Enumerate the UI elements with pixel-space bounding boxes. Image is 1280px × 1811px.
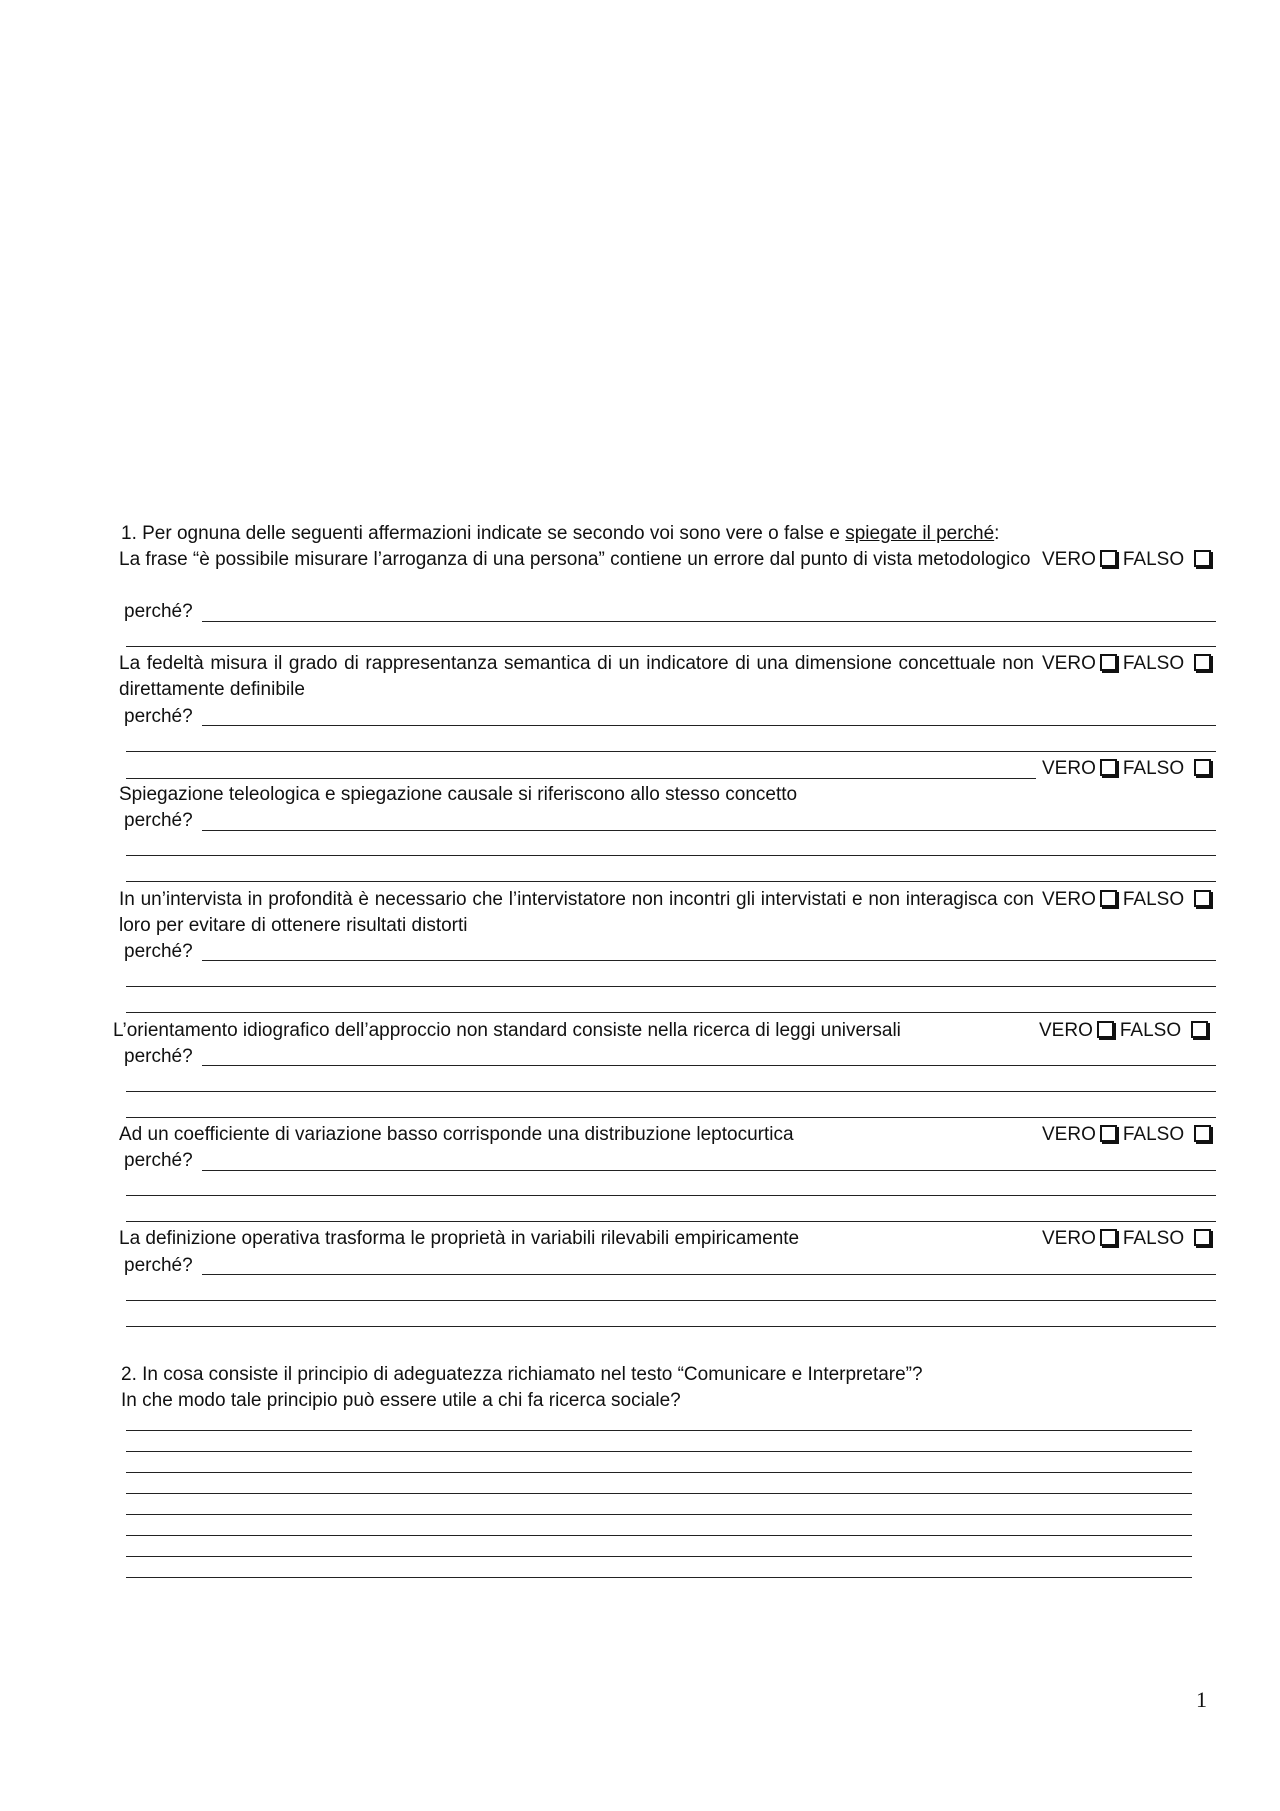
perche-label-6: perché? [124, 1150, 193, 1171]
perche-label-7: perché? [124, 1255, 193, 1276]
answer-line[interactable] [126, 778, 1036, 779]
answer-line[interactable] [202, 1170, 1216, 1171]
falso-checkbox-7[interactable] [1194, 1229, 1211, 1246]
vero-checkbox-4[interactable] [1100, 890, 1117, 907]
answer-line[interactable] [126, 1221, 1216, 1222]
answer-line[interactable] [126, 1326, 1216, 1327]
vero-falso-6: VERO FALSO [1042, 1122, 1217, 1148]
answer-line[interactable] [126, 1535, 1192, 1536]
statement-7: La definizione operativa trasforma le proprietà in variabili rilevabili empiricamente [119, 1228, 800, 1249]
perche-label-1: perché? [124, 601, 193, 622]
perche-label-5: perché? [124, 1046, 193, 1067]
vero-falso-2: VERO FALSO [1042, 651, 1217, 677]
vero-checkbox-3[interactable] [1100, 759, 1117, 776]
statement-3: Spiegazione teleologica e spiegazione causale si riferiscono allo stesso concetto [119, 784, 798, 805]
answer-line[interactable] [126, 881, 1216, 882]
falso-checkbox-1[interactable] [1194, 550, 1211, 567]
answer-line[interactable] [126, 646, 1216, 647]
answer-line[interactable] [202, 830, 1216, 831]
statement-5: L’orientamento idiografico dell’approccio non standard consiste nella ricerca di leggi universali [113, 1020, 901, 1041]
answer-line[interactable] [126, 1195, 1216, 1196]
answer-line[interactable] [126, 751, 1216, 752]
q1-intro: 1. Per ognuna delle seguenti affermazioni indicate se secondo voi sono vere o false e spiegate il perché: [121, 523, 1000, 544]
vero-checkbox-1[interactable] [1100, 550, 1117, 567]
vero-checkbox-2[interactable] [1100, 654, 1117, 671]
statement-6: Ad un coefficiente di variazione basso corrisponde una distribuzione leptocurtica [119, 1124, 794, 1145]
answer-line[interactable] [202, 1274, 1216, 1275]
answer-line[interactable] [126, 1556, 1192, 1557]
vero-falso-3: VERO FALSO [1042, 756, 1217, 782]
falso-checkbox-5[interactable] [1191, 1021, 1208, 1038]
answer-line[interactable] [126, 1117, 1216, 1118]
answer-line[interactable] [126, 1493, 1192, 1494]
answer-line[interactable] [126, 1091, 1216, 1092]
answer-line[interactable] [126, 1472, 1192, 1473]
vero-falso-1: VERO FALSO [1042, 547, 1217, 573]
answer-line[interactable] [126, 986, 1216, 987]
q1-intro-underlined: spiegate il perché [845, 523, 995, 544]
answer-line[interactable] [202, 621, 1216, 622]
statement-2: La fedeltà misura il grado di rappresentanza semantica di un indicatore di una dimensione concettuale non direttamente definibile [119, 653, 1034, 700]
vero-checkbox-5[interactable] [1097, 1021, 1114, 1038]
q2-line-1: 2. In cosa consiste il principio di adeguatezza richiamato nel testo “Comunicare e Interpretare”? [121, 1364, 923, 1385]
answer-line[interactable] [126, 1300, 1216, 1301]
statement-4: In un’intervista in profondità è necessario che l’intervistatore non incontri gli intervistati e non interagisca con loro per evitare di ottenere risultati distorti [119, 889, 1034, 936]
falso-checkbox-3[interactable] [1194, 759, 1211, 776]
answer-line[interactable] [126, 1577, 1192, 1578]
perche-label-3: perché? [124, 810, 193, 831]
answer-line[interactable] [126, 1451, 1192, 1452]
answer-line[interactable] [202, 960, 1216, 961]
perche-label-4: perché? [124, 941, 193, 962]
answer-line[interactable] [202, 725, 1216, 726]
answer-line[interactable] [126, 1430, 1192, 1431]
vero-checkbox-6[interactable] [1100, 1125, 1117, 1142]
vero-falso-4: VERO FALSO [1042, 887, 1217, 913]
vero-falso-5: VERO FALSO [1039, 1018, 1214, 1044]
vero-falso-7: VERO FALSO [1042, 1226, 1217, 1252]
answer-line[interactable] [126, 1514, 1192, 1515]
falso-checkbox-2[interactable] [1194, 654, 1211, 671]
vero-checkbox-7[interactable] [1100, 1229, 1117, 1246]
page-number: 1 [1196, 1687, 1207, 1712]
answer-line[interactable] [202, 1065, 1216, 1066]
falso-checkbox-4[interactable] [1194, 890, 1211, 907]
answer-line[interactable] [126, 855, 1216, 856]
q2-line-2: In che modo tale principio può essere utile a chi fa ricerca sociale? [121, 1390, 681, 1411]
answer-line[interactable] [126, 1012, 1216, 1013]
statement-1: La frase “è possibile misurare l’arroganza di una persona” contiene un errore dal punto di vista metodologico [119, 549, 1031, 570]
perche-label-2: perché? [124, 706, 193, 727]
falso-checkbox-6[interactable] [1194, 1125, 1211, 1142]
